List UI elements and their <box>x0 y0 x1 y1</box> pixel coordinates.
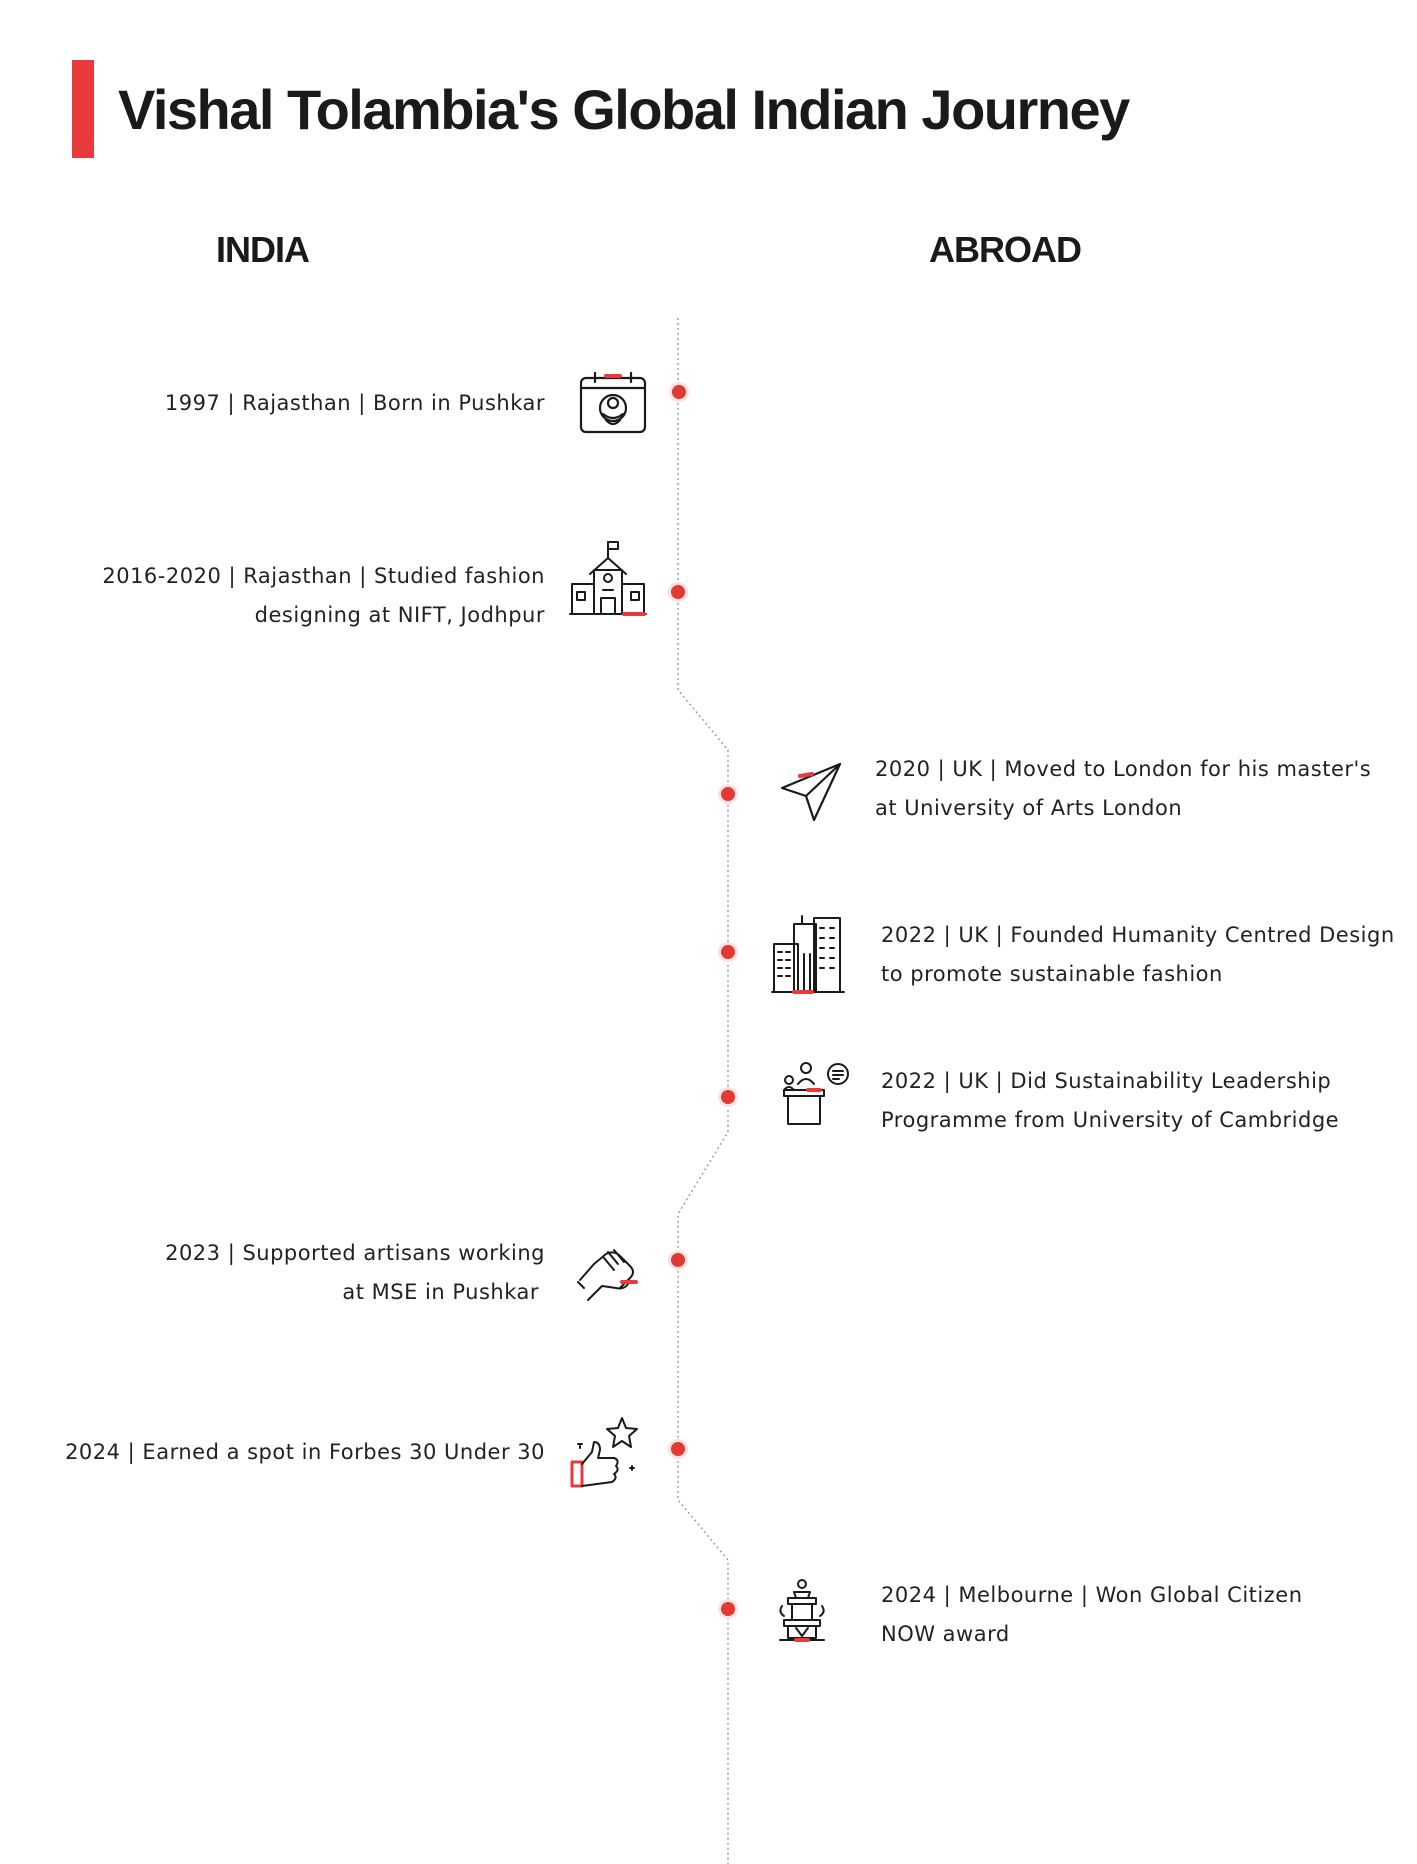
timeline-marker <box>718 1599 738 1619</box>
event-line: 2024 | Melbourne | Won Global Citizen <box>881 1583 1303 1607</box>
event-line: 2020 | UK | Moved to London for his master's <box>875 757 1372 781</box>
event-line: at MSE in Pushkar <box>342 1280 539 1304</box>
event-line: 2023 | Supported artisans working <box>165 1241 545 1265</box>
event-line: 2024 | Earned a spot in Forbes 30 Under 30 <box>65 1440 545 1464</box>
event-line: at University of Arts London <box>875 796 1183 820</box>
timeline-marker <box>668 1250 688 1270</box>
event-line: 2022 | UK | Founded Humanity Centred Design <box>881 923 1395 947</box>
timeline-marker <box>718 784 738 804</box>
timeline-marker <box>669 382 689 402</box>
column-heading-india: INDIA <box>216 229 309 270</box>
timeline-marker <box>718 1087 738 1107</box>
event-line: to promote sustainable fashion <box>881 962 1223 986</box>
event-line: designing at NIFT, Jodhpur <box>254 603 545 627</box>
column-heading-abroad: ABROAD <box>929 229 1081 270</box>
timeline-marker <box>718 942 738 962</box>
timeline-marker <box>668 1439 688 1459</box>
event-line: NOW award <box>881 1622 1010 1646</box>
event-line: 2022 | UK | Did Sustainability Leadership <box>881 1069 1332 1093</box>
event-line: 1997 | Rajasthan | Born in Pushkar <box>164 391 545 415</box>
timeline-marker <box>668 582 688 602</box>
event-line: Programme from University of Cambridge <box>881 1108 1340 1132</box>
event-line: 2016-2020 | Rajasthan | Studied fashion <box>102 564 545 588</box>
page-title: Vishal Tolambia's Global Indian Journey <box>118 78 1129 141</box>
